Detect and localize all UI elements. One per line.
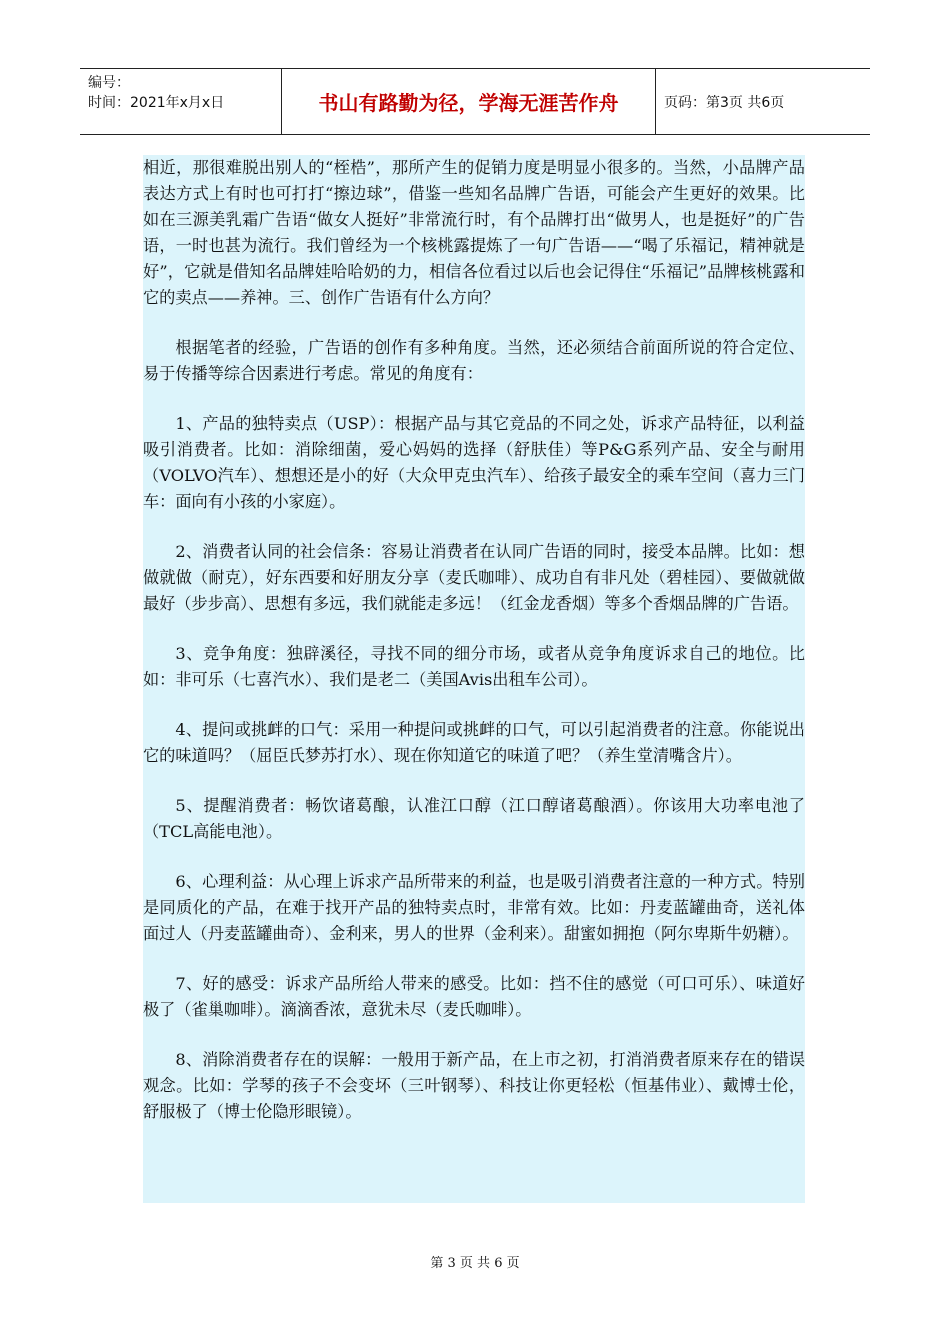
body-paragraph: 相近，那很难脱出别人的“桎梏”，那所产生的促销力度是明显小很多的。当然，小品牌产品表达方式上有时也可打打“擦边球”，借鉴一些知名品牌广告语，可能会产生更好的效果。比如在三源美乳霜广告语“做女人挺好”非常流行时，有个品牌打出“做男人，也是挺好”的广告语，一时也甚为流行。我们曾经为一个核桃露提炼了一句广告语——“喝了乐福记，精神就是好”，它就是借知名品牌娃哈哈奶的力，相信各位看过以后也会记得住“乐福记”品牌核桃露和它的卖点——养神。三、创作广告语有什么方向？ bbox=[143, 158, 805, 307]
body-paragraph: 根据笔者的经验，广告语的创作有多种角度。当然，还必须结合前面所说的符合定位、易于传播等综合因素进行考虑。常见的角度有： bbox=[143, 338, 805, 383]
page-header bbox=[80, 68, 870, 135]
body-paragraph: 3、竞争角度：独辟溪径，寻找不同的细分市场，或者从竞争角度诉求自己的地位。比如：非可乐（七喜汽水）、我们是老二（美国Avis出租车公司）。 bbox=[143, 644, 805, 689]
header-meta bbox=[80, 69, 282, 134]
document-body bbox=[143, 155, 805, 1203]
body-paragraph: 8、消除消费者存在的误解：一般用于新产品，在上市之初，打消消费者原来存在的错误观念。比如：学琴的孩子不会变坏（三叶钢琴）、科技让你更轻松（恒基伟业）、戴博士伦，舒服极了（博士伦隐形眼镜）。 bbox=[143, 1050, 805, 1121]
page-footer: 第 3 页 共 6 页 bbox=[430, 1256, 520, 1271]
header-motto: 书山有路勤为径，学海无涯苦作舟 bbox=[282, 69, 656, 134]
header-page-info: 页码：第3页 共6页 bbox=[664, 94, 785, 111]
document-date-label: 时间：2021年x月x日 bbox=[88, 95, 225, 111]
body-paragraph: 4、提问或挑衅的口气：采用一种提问或挑衅的口气，可以引起消费者的注意。你能说出它的味道吗？（屈臣氏梦苏打水）、现在你知道它的味道了吧？（养生堂清嘴含片）。 bbox=[143, 720, 805, 765]
body-paragraph: 7、好的感受：诉求产品所给人带来的感受。比如：挡不住的感觉（可口可乐）、味道好极了（雀巢咖啡）。滴滴香浓，意犹未尽（麦氏咖啡）。 bbox=[143, 974, 805, 1019]
body-paragraph: 5、提醒消费者：畅饮诸葛酿，认准江口醇（江口醇诸葛酿酒）。你该用大功率电池了（TCL高能电池）。 bbox=[143, 796, 805, 841]
body-paragraph: 6、心理利益：从心理上诉求产品所带来的利益，也是吸引消费者注意的一种方式。特别是同质化的产品，在难于找开产品的独特卖点时，非常有效。比如：丹麦蓝罐曲奇，送礼体面过人（丹麦蓝罐曲奇）、金利来，男人的世界（金利来）。甜蜜如拥抱（阿尔卑斯牛奶糖）。 bbox=[143, 872, 805, 943]
body-paragraph: 2、消费者认同的社会信条：容易让消费者在认同广告语的同时，接受本品牌。比如：想做就做（耐克），好东西要和好朋友分享（麦氏咖啡）、成功自有非凡处（碧桂园）、要做就做最好（步步高）、思想有多远，我们就能走多远！（红金龙香烟）等多个香烟品牌的广告语。 bbox=[143, 542, 805, 613]
document-number-label: 编号： bbox=[88, 75, 130, 91]
body-paragraph: 1、产品的独特卖点（USP）：根据产品与其它竞品的不同之处，诉求产品特征，以利益吸引消费者。比如：消除细菌，爱心妈妈的选择（舒肤佳）等P&G系列产品、安全与耐用（VOLVO汽车）、想想还是小的好（大众甲克虫汽车）、给孩子最安全的乘车空间（喜力三门车：面向有小孩的小家庭）。 bbox=[143, 414, 805, 511]
